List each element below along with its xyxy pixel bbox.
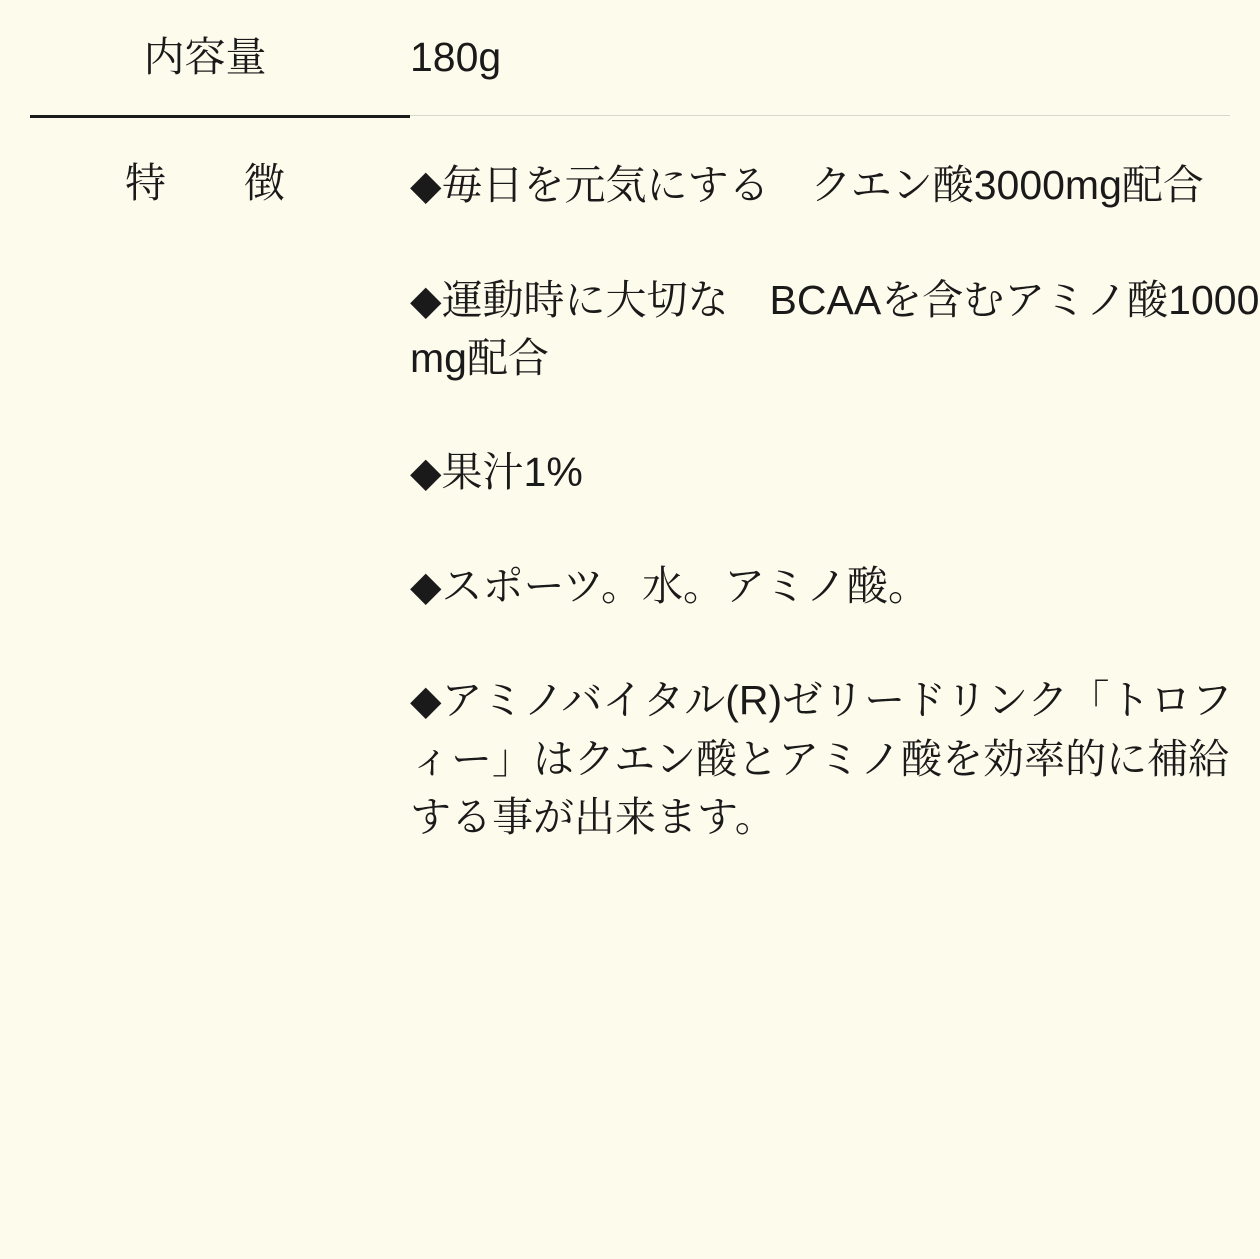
row-value-features [410,118,1260,846]
row-value-volume: 180g [410,34,502,80]
row-label-features-text: 特 徴 [125,160,304,207]
row-label-volume: 内容量 [143,34,267,80]
table-row-features [0,118,1260,846]
row-label-features [0,118,410,846]
feature-item: ◆スポーツ。水。アミノ酸。 [410,563,930,610]
feature-item: ◆運動時に大切な BCAAを含むアミノ酸1000mg配合 [410,276,1260,381]
table-row-volume [0,0,1260,115]
feature-item: ◆果汁1% [410,449,583,495]
feature-item: ◆毎日を元気にする クエン酸3000mg配合 [410,162,1204,209]
feature-item: ◆アミノバイタル(R)ゼリードリンク「トロフィー」はクエン酸とアミノ酸を効率的に補給する事が出来ます。 [410,677,1233,840]
